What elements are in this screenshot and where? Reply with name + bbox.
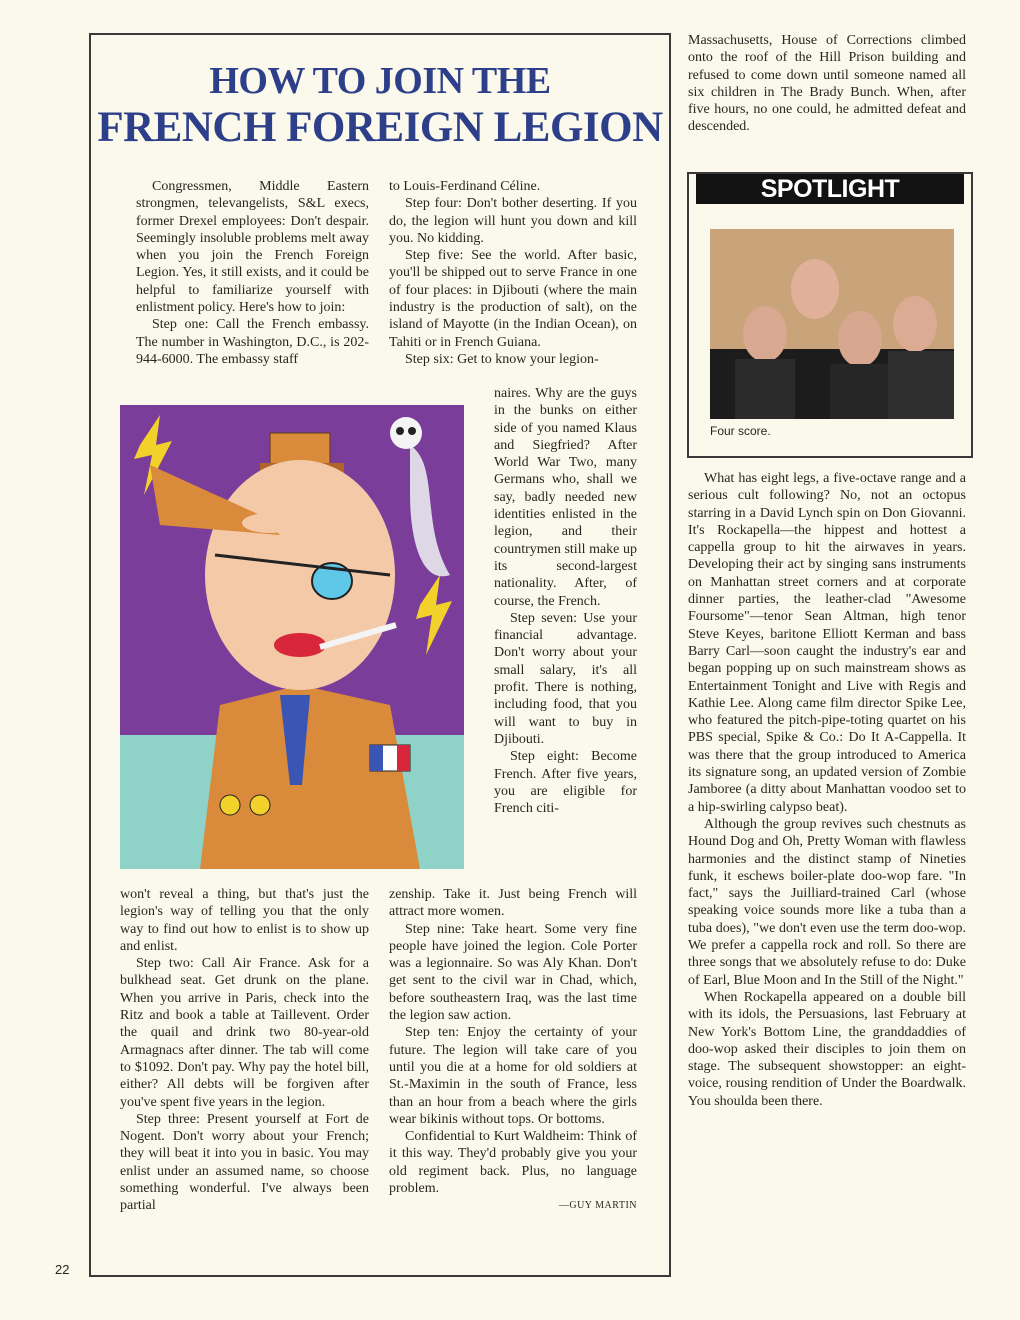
legionnaire-drawing [120,405,464,869]
paragraph: Step ten: Enjoy the certainty of your future. The legion will take care of you until you die at a home for old soldiers at St.-Maximin in the south of France, less than an hour from a beach where the girls wear bikinis without tops. Or bottoms. [389,1025,637,1127]
paragraph: Step eight: Become French. After five years, you are eligible for French citi- [494,749,637,817]
paragraph: Although the group revives such chestnuts as Hound Dog and Oh, Pretty Woman with flawless harmonies and the distinct stamp of Nineties funk, it eschews boiler-plate doo-wop fare. "In fact," says the Juilliard-trained Carl (whose speaking voice sounds more like a tuba than a tuba does), "we don't even use the term doo-wop. We prefer a cappella rock and roll. So there are three songs that we absolutely refuse to do: Duke of Earl, Blue Moon and In the Still of the Night." [688,816,966,988]
paragraph: What has eight legs, a five-octave range and a serious cult following? No, not an octopus starring in a David Lynch spin on Don Giovanni. It's Rockapella—the hippest and hottest a cappella group to hit the airwaves in years. Developing their act by singing sans instruments on Manhattan street corners and at corporate dinner parties, the leather-clad "Awesome Foursome"—tenor Sean Altman, high tenor Steve Keyes, baritone Elliott Kerman and bass Barry Carl—soon caught the industry's ear and began popping up on such mainstream shows as Entertainment Tonight and Live with Regis and Kathie Lee. Along came film director Spike Lee, who featured the pitch-pipe-toting quartet on his PBS special, Spike & Co.: Do It A-Cappella. It was there that the group introduced to America its signature song, an updated version of Zombie Jamboree (a ditty about Manhattan voodoo set to a hip-swirling calypso beat). [688,471,966,815]
group-photo-drawing [710,229,954,419]
right-col-intro [688,32,966,136]
article-col2-top [389,178,637,368]
article-col2-narrow [494,385,637,817]
paragraph: Step nine: Take heart. Some very fine people have joined the legion. Cole Porter was a legionnaire. So was Aly Khan. Don't get sent to the civil war in Chad, which, before southeastern Iraq, was the last time the legion saw action. [389,921,637,1024]
right-col-body [688,470,966,1110]
legionnaire-illustration [120,405,464,869]
article-col1-bottom [120,886,369,1215]
article-title-line2: FRENCH FOREIGN LEGION [97,104,663,151]
paragraph: Congressmen, Middle Eastern strongmen, televangelists, S&L execs, former Drexel employees: Don't despair. Seemingly insoluble problems melt away when you join the French Foreign Legion. Yes, it still exists, and it could be helpful to familiarize yourself with enlistment policy. Here's how to join: [136,179,369,316]
group-photo [710,229,954,419]
paragraph: Massachusetts, House of Corrections climbed onto the roof of the Hill Prison building and refused to come down until someone named all six children in The Brady Bunch. When, after five hours, no one could, he admitted defeat and descended. [688,33,966,135]
paragraph: Step seven: Use your financial advantage. Don't worry about your small salary, it's all profit. There is nothing, including food, that you will want to buy in Djibouti. [494,610,637,747]
paragraph: Step four: Don't bother deserting. If you do, the legion will hunt you down and kill you. No kidding. [389,196,637,246]
article-frame [89,33,671,1277]
article-col1-top [136,178,369,368]
paragraph: won't reveal a thing, but that's just the legion's way of telling you that the only way to find out how to enlist is to show up and enlist. [120,887,369,954]
paragraph: naires. Why are the guys in the bunks on either side of you named Klaus and Siegfried? After World War Two, many Germans who, shall we say, badly needed new identities enlisted in the legion, and their countrymen still make up its second-largest nationality. After, of course, the French. [494,386,637,609]
paragraph: Step three: Present yourself at Fort de Nogent. Don't worry about your French; they will beat it into you in basic. You may enlist under an assumed name, so choose something wonderful. I've always been partial [120,1111,369,1214]
paragraph: to Louis-Ferdinand Céline. [389,179,541,194]
paragraph: Step five: See the world. After basic, you'll be shipped out to serve France in one of four places: in Djibouti (where the main industry is the production of salt), on the island of Mayotte (in the Indian Ocean), on Tahiti or in French Guiana. [389,248,637,350]
paragraph: Step two: Call Air France. Ask for a bulkhead seat. Get drunk on the plane. When you arrive in Paris, check into the Ritz and book a table at Taillevent. Order the quail and drink two 80-year-old Armagnacs after dinner. The tab will come to $1092. Don't pay. Why pay the hotel bill, either? All debts will be forgiven after you've spent five years in the legion. [120,956,369,1110]
paragraph: Step six: Get to know your legion- [405,351,599,367]
spotlight-box [687,172,973,458]
paragraph: Step one: Call the French embassy. The number in Washington, D.C., is 202-944-6000. The embassy staff [136,317,369,367]
spotlight-caption: Four score. [710,424,771,438]
paragraph: zenship. Take it. Just being French will attract more women. [389,887,637,920]
spotlight-heading: SPOTLIGHT [696,174,964,204]
article-title-line1: HOW TO JOIN THE [209,60,551,102]
article-col2-bottom [389,886,637,1215]
page-number: 22 [55,1262,70,1277]
paragraph: Confidential to Kurt Waldheim: Think of it this way. They'd probably give you your old regiment back. Plus, no language problem. [389,1129,637,1197]
paragraph: When Rockapella appeared on a double bill with its idols, the Persuasions, last February at New York's Bottom Line, the granddaddies of doo-wop asked their disciples to join them on stage. The subsequent showstopper: an eight-voice, rousing rendition of Under the Boardwalk. You shoulda been there. [688,989,966,1109]
byline: —GUY MARTIN [558,1200,637,1212]
